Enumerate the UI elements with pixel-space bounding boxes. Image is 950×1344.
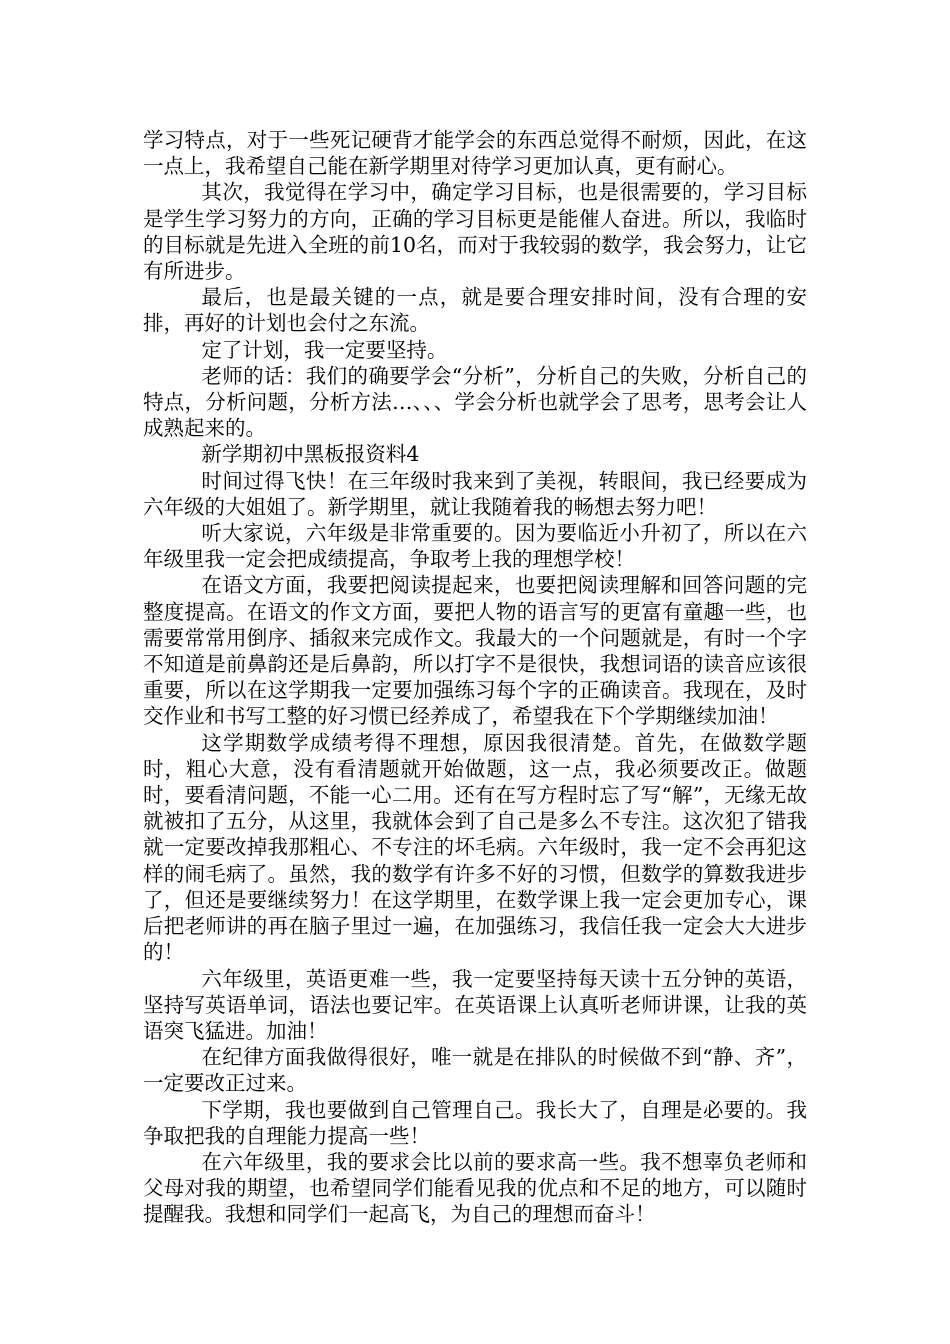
document-body (143, 127, 807, 1228)
paragraph: 定了计划，我一定要坚持。 (201, 337, 448, 362)
paragraph: 老师的话：我们的确要学会“分析”，分析自己的失败，分析自己的特点，分析问题，分析方法…、、、学会分析也就学会了思考，思考会让人成熟起来的。 (143, 363, 807, 441)
paragraph: 时间过得飞快！在三年级时我来到了美视，转眼间，我已经要成为六年级的大姐姐了。新学期里，就让我随着我的畅想去努力吧！ (143, 468, 807, 519)
paragraph: 六年级里，英语更难一些，我一定要坚持每天读十五分钟的英语，坚持写英语单词，语法也要记牢。在英语课上认真听老师讲课，让我的英语突飞猛进。加油！ (143, 966, 807, 1043)
paragraph: 其次，我觉得在学习中，确定学习目标，也是很需要的，学习目标是学生学习努力的方向，正确的学习目标更是能催人奋进。所以，我临时的目标就是先进入全班的前10名，而对于我较弱的数学，我会努力，让它有所进步。 (143, 180, 807, 284)
section-heading: 新学期初中黑板报资料4 (201, 442, 420, 467)
paragraph: 最后，也是最关键的一点，就是要合理安排时间，没有合理的安排，再好的计划也会付之东流。 (143, 285, 807, 336)
paragraph: 在纪律方面我做得很好，唯一就是在排队的时候做不到“静、齐”，一定要改正过来。 (143, 1045, 807, 1096)
paragraph: 这学期数学成绩考得不理想，原因我很清楚。首先，在做数学题时，粗心大意，没有看清题就开始做题，这一点，我必须要改正。做题时，要看清问题，不能一心二用。还有在写方程时忘了写“解”，无缘无故就被扣了五分，从这里，我就体会到了自己是多么不专注。这次犯了错我就一定要改掉我那粗心、不专注的坏毛病。六年级时，我一定不会再犯这样的闹毛病了。虽然，我的数学有许多不好的习惯，但数学的算数我进步了，但还是要继续努力！在这学期里，在数学课上我一定会更加专心，课后把老师讲的再在脑子里过一遍，在加强练习，我信任我一定会大大进步的！ (143, 730, 807, 965)
paragraph: 学习特点，对于一些死记硬背才能学会的东西总觉得不耐烦，因此，在这一点上，我希望自己能在新学期里对待学习更加认真，更有耐心。 (143, 128, 807, 179)
paragraph: 在语文方面，我要把阅读提起来，也要把阅读理解和回答问题的完整度提高。在语文的作文方面，要把人物的语言写的更富有童趣一些，也需要常常用倒序、插叙来完成作文。我最大的一个问题就是，有时一个字不知道是前鼻韵还是后鼻韵，所以打字不是很快，我想词语的读音应该很重要，所以在这学期我一定要加强练习每个字的正确读音。我现在，及时交作业和书写工整的好习惯已经养成了，希望我在下个学期继续加油！ (143, 573, 807, 729)
paragraph: 在六年级里，我的要求会比以前的要求高一些。我不想辜负老师和父母对我的期望，也希望同学们能看见我的优点和不足的地方，可以随时提醒我。我想和同学们一起高飞，为自己的理想而奋斗！ (143, 1149, 807, 1227)
paragraph: 听大家说，六年级是非常重要的。因为要临近小升初了，所以在六年级里我一定会把成绩提高，争取考上我的理想学校！ (143, 521, 807, 572)
paragraph: 下学期，我也要做到自己管理自己。我长大了，自理是必要的。我争取把我的自理能力提高一些！ (143, 1097, 807, 1148)
